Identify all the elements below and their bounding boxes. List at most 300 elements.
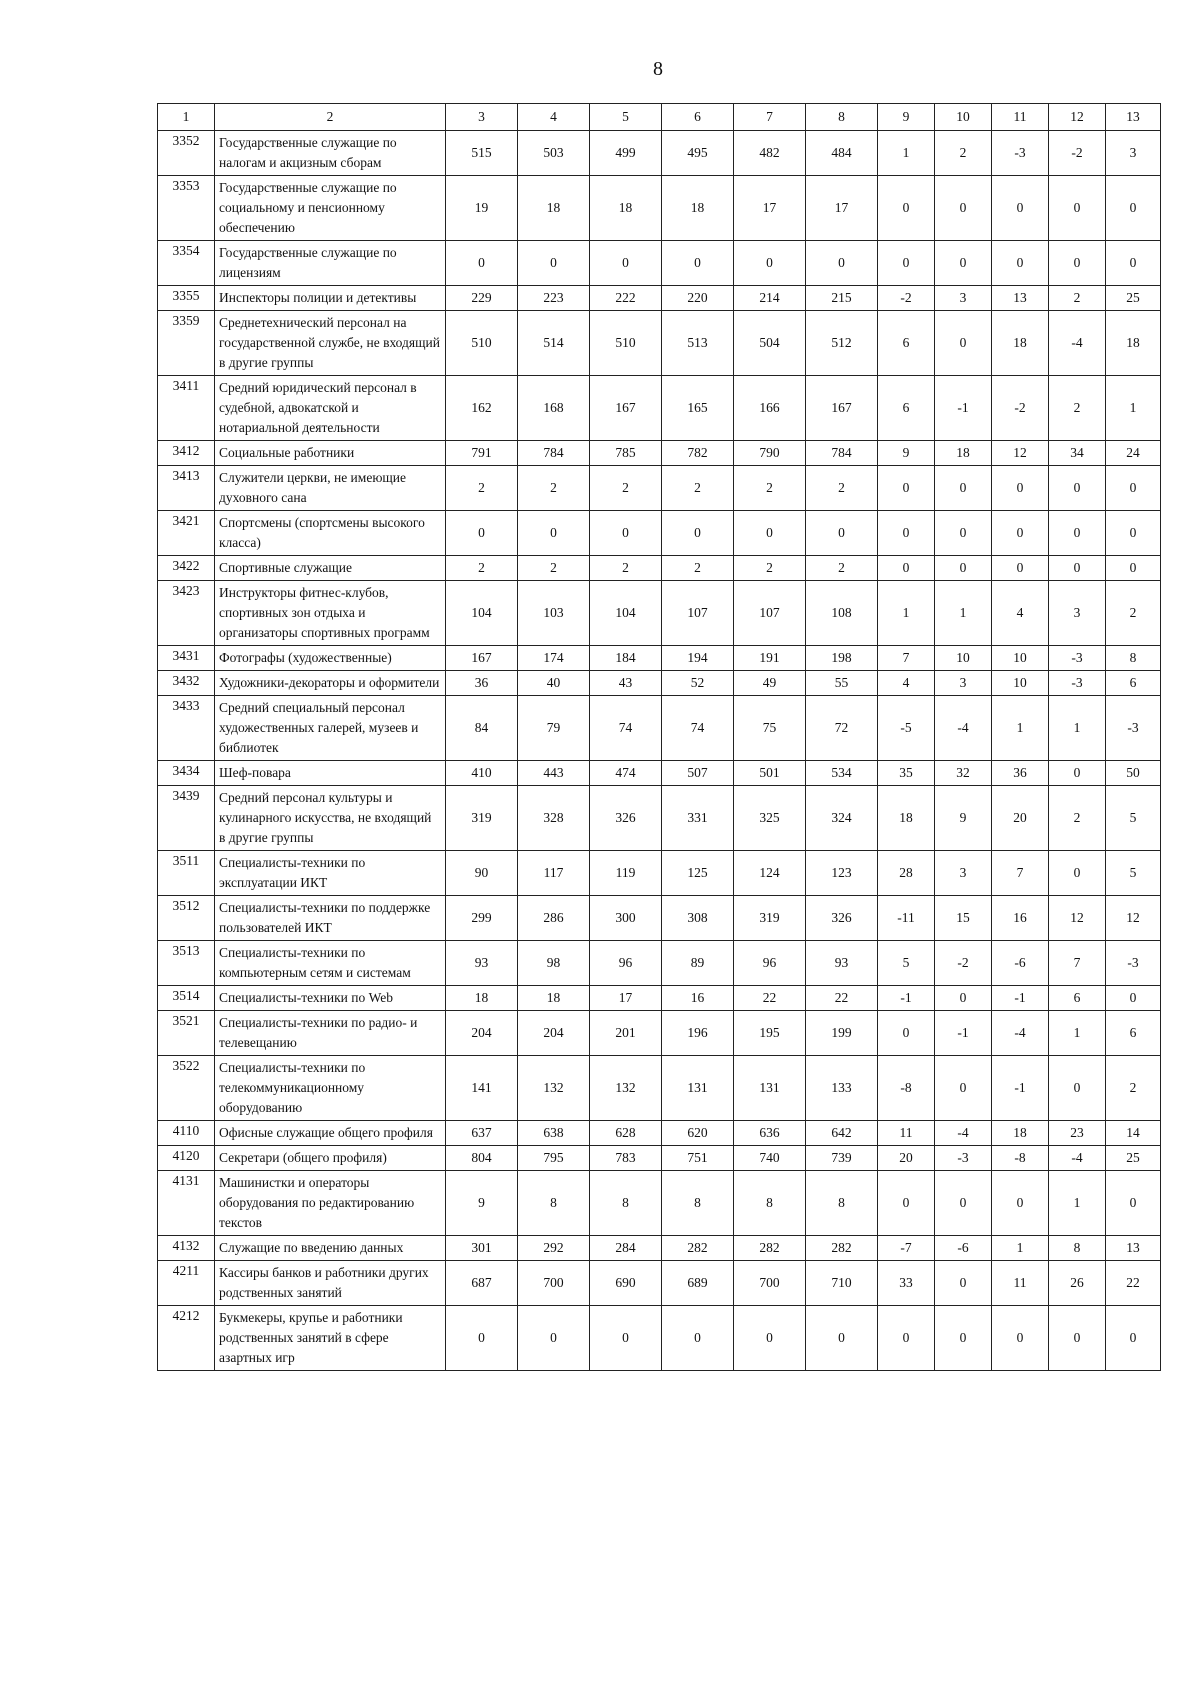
value-cell: 131 [662,1056,734,1121]
occupation-code: 4110 [158,1121,215,1146]
value-cell: 689 [662,1261,734,1306]
value-cell: -2 [1049,131,1106,176]
table-row [158,1306,1161,1371]
value-cell: 0 [590,1306,662,1371]
value-cell: 782 [662,441,734,466]
occupation-name: Фотографы (художественные) [215,646,446,671]
occupation-code: 4120 [158,1146,215,1171]
value-cell: 319 [734,896,806,941]
value-cell: 50 [1106,761,1161,786]
value-cell: 710 [806,1261,878,1306]
value-cell: 93 [446,941,518,986]
occupation-code: 4131 [158,1171,215,1236]
value-cell: 43 [590,671,662,696]
value-cell: 162 [446,376,518,441]
value-cell: 16 [992,896,1049,941]
occupation-name: Государственные служащие по налогам и акцизным сборам [215,131,446,176]
value-cell: 0 [1049,466,1106,511]
value-cell: 36 [992,761,1049,786]
value-cell: 740 [734,1146,806,1171]
value-cell: 96 [590,941,662,986]
value-cell: -1 [992,986,1049,1011]
value-cell: 201 [590,1011,662,1056]
value-cell: 324 [806,786,878,851]
value-cell: 3 [935,286,992,311]
table-row [158,511,1161,556]
table-row [158,311,1161,376]
value-cell: 132 [518,1056,590,1121]
value-cell: 512 [806,311,878,376]
value-cell: 0 [878,241,935,286]
table-row [158,851,1161,896]
value-cell: 2 [935,131,992,176]
occupation-code: 4211 [158,1261,215,1306]
value-cell: -3 [1106,941,1161,986]
value-cell: 72 [806,696,878,761]
value-cell: 0 [1049,1056,1106,1121]
value-cell: 40 [518,671,590,696]
column-header: 13 [1106,104,1161,131]
value-cell: -11 [878,896,935,941]
value-cell: 637 [446,1121,518,1146]
table-row [158,941,1161,986]
value-cell: 3 [935,851,992,896]
value-cell: 514 [518,311,590,376]
value-cell: 75 [734,696,806,761]
column-header: 9 [878,104,935,131]
value-cell: 0 [992,511,1049,556]
value-cell: 0 [1049,511,1106,556]
column-header: 4 [518,104,590,131]
value-cell: 174 [518,646,590,671]
value-cell: 18 [1106,311,1161,376]
occupation-name: Государственные служащие по лицензиям [215,241,446,286]
value-cell: 2 [806,556,878,581]
value-cell: 0 [935,511,992,556]
occupation-name: Средний специальный персонал художественных галерей, музеев и библиотек [215,696,446,761]
occupation-name: Служители церкви, не имеющие духовного сана [215,466,446,511]
value-cell: 301 [446,1236,518,1261]
value-cell: 510 [590,311,662,376]
value-cell: 103 [518,581,590,646]
value-cell: 166 [734,376,806,441]
value-cell: 34 [1049,441,1106,466]
value-cell: 18 [992,1121,1049,1146]
value-cell: 25 [1106,286,1161,311]
value-cell: 0 [935,1306,992,1371]
value-cell: 6 [1049,986,1106,1011]
value-cell: 0 [446,241,518,286]
value-cell: 0 [806,1306,878,1371]
value-cell: 2 [590,466,662,511]
value-cell: 1 [878,581,935,646]
value-cell: 8 [734,1171,806,1236]
value-cell: 0 [1106,466,1161,511]
value-cell: 739 [806,1146,878,1171]
column-header: 7 [734,104,806,131]
value-cell: 7 [1049,941,1106,986]
value-cell: -7 [878,1236,935,1261]
value-cell: 0 [1049,241,1106,286]
value-cell: 90 [446,851,518,896]
value-cell: 22 [1106,1261,1161,1306]
header-row [158,104,1161,131]
value-cell: 1 [1049,1011,1106,1056]
value-cell: 104 [590,581,662,646]
value-cell: 32 [935,761,992,786]
value-cell: 1 [992,1236,1049,1261]
value-cell: 12 [1106,896,1161,941]
occupation-name: Специалисты-техники по телекоммуникационному оборудованию [215,1056,446,1121]
value-cell: 133 [806,1056,878,1121]
occupation-code: 3411 [158,376,215,441]
value-cell: 474 [590,761,662,786]
value-cell: 783 [590,1146,662,1171]
occupation-name: Машинистки и операторы оборудования по редактированию текстов [215,1171,446,1236]
value-cell: 167 [446,646,518,671]
table-row [158,1171,1161,1236]
value-cell: 108 [806,581,878,646]
value-cell: 3 [1049,581,1106,646]
table-row [158,896,1161,941]
occupation-name: Секретари (общего профиля) [215,1146,446,1171]
value-cell: 495 [662,131,734,176]
value-cell: 636 [734,1121,806,1146]
occupation-code: 4212 [158,1306,215,1371]
value-cell: 36 [446,671,518,696]
value-cell: 204 [518,1011,590,1056]
occupation-code: 3511 [158,851,215,896]
value-cell: 0 [992,556,1049,581]
value-cell: 319 [446,786,518,851]
occupation-code: 3354 [158,241,215,286]
value-cell: 10 [992,671,1049,696]
table-row [158,986,1161,1011]
occupation-code: 3421 [158,511,215,556]
value-cell: -4 [935,1121,992,1146]
value-cell: 331 [662,786,734,851]
value-cell: 300 [590,896,662,941]
value-cell: 785 [590,441,662,466]
value-cell: -3 [992,131,1049,176]
value-cell: -2 [935,941,992,986]
value-cell: 2 [1049,376,1106,441]
value-cell: 33 [878,1261,935,1306]
value-cell: 700 [518,1261,590,1306]
value-cell: 0 [518,511,590,556]
value-cell: 3 [1106,131,1161,176]
occupation-name: Кассиры банков и работники других родственных занятий [215,1261,446,1306]
value-cell: 0 [662,1306,734,1371]
occupation-name: Букмекеры, крупье и работники родственных занятий в сфере азартных игр [215,1306,446,1371]
occupation-name: Специалисты-техники по Web [215,986,446,1011]
occupation-name: Офисные служащие общего профиля [215,1121,446,1146]
value-cell: 2 [662,556,734,581]
value-cell: 18 [518,176,590,241]
value-cell: -6 [935,1236,992,1261]
value-cell: 620 [662,1121,734,1146]
value-cell: 28 [878,851,935,896]
value-cell: 6 [1106,1011,1161,1056]
value-cell: 0 [590,511,662,556]
value-cell: 2 [1049,286,1106,311]
value-cell: 2 [1106,1056,1161,1121]
value-cell: 2 [1106,581,1161,646]
value-cell: 284 [590,1236,662,1261]
value-cell: 0 [1106,1306,1161,1371]
value-cell: 282 [806,1236,878,1261]
table-row [158,1261,1161,1306]
occupation-name: Специалисты-техники по поддержке пользователей ИКТ [215,896,446,941]
value-cell: -6 [992,941,1049,986]
value-cell: 791 [446,441,518,466]
occupation-code: 3423 [158,581,215,646]
column-header: 3 [446,104,518,131]
value-cell: 0 [992,1171,1049,1236]
occupation-name: Специалисты-техники по радио- и телевещанию [215,1011,446,1056]
value-cell: 55 [806,671,878,696]
column-header: 10 [935,104,992,131]
occupation-code: 3522 [158,1056,215,1121]
column-header: 1 [158,104,215,131]
value-cell: 204 [446,1011,518,1056]
occupation-code: 3413 [158,466,215,511]
value-cell: 132 [590,1056,662,1121]
value-cell: 23 [1049,1121,1106,1146]
occupation-code: 3352 [158,131,215,176]
value-cell: 17 [806,176,878,241]
value-cell: 1 [878,131,935,176]
value-cell: 1 [992,696,1049,761]
value-cell: 18 [590,176,662,241]
occupation-code: 3355 [158,286,215,311]
occupation-code: 3434 [158,761,215,786]
occupation-name: Социальные работники [215,441,446,466]
value-cell: 26 [1049,1261,1106,1306]
value-cell: -1 [878,986,935,1011]
value-cell: 74 [662,696,734,761]
value-cell: 49 [734,671,806,696]
value-cell: 8 [806,1171,878,1236]
value-cell: 11 [878,1121,935,1146]
value-cell: 222 [590,286,662,311]
table-row [158,466,1161,511]
value-cell: 690 [590,1261,662,1306]
value-cell: 784 [518,441,590,466]
value-cell: 0 [734,511,806,556]
occupation-name: Средний юридический персонал в судебной, адвокатской и нотариальной деятельности [215,376,446,441]
value-cell: 0 [878,556,935,581]
table-row [158,761,1161,786]
value-cell: 195 [734,1011,806,1056]
value-cell: 687 [446,1261,518,1306]
value-cell: 484 [806,131,878,176]
value-cell: 510 [446,311,518,376]
occupation-code: 3353 [158,176,215,241]
value-cell: 0 [806,241,878,286]
value-cell: 0 [878,1011,935,1056]
value-cell: 18 [935,441,992,466]
value-cell: 141 [446,1056,518,1121]
value-cell: 2 [518,556,590,581]
value-cell: 125 [662,851,734,896]
table-row [158,696,1161,761]
value-cell: 17 [590,986,662,1011]
value-cell: 9 [446,1171,518,1236]
value-cell: 24 [1106,441,1161,466]
value-cell: 131 [734,1056,806,1121]
value-cell: 700 [734,1261,806,1306]
value-cell: -3 [1049,671,1106,696]
value-cell: 198 [806,646,878,671]
value-cell: 1 [1049,1171,1106,1236]
value-cell: 784 [806,441,878,466]
value-cell: 507 [662,761,734,786]
table-row [158,441,1161,466]
occupation-name: Служащие по введению данных [215,1236,446,1261]
value-cell: 74 [590,696,662,761]
value-cell: 0 [1049,851,1106,896]
value-cell: 11 [992,1261,1049,1306]
column-header: 8 [806,104,878,131]
value-cell: 17 [734,176,806,241]
value-cell: 2 [1049,786,1106,851]
value-cell: 2 [734,556,806,581]
value-cell: 0 [1106,176,1161,241]
value-cell: 0 [878,511,935,556]
value-cell: -5 [878,696,935,761]
value-cell: 513 [662,311,734,376]
value-cell: 751 [662,1146,734,1171]
occupation-code: 3432 [158,671,215,696]
value-cell: -8 [992,1146,1049,1171]
value-cell: 8 [518,1171,590,1236]
occupation-name: Шеф-повара [215,761,446,786]
value-cell: 501 [734,761,806,786]
occupation-name: Спортивные служащие [215,556,446,581]
value-cell: 0 [806,511,878,556]
value-cell: 15 [935,896,992,941]
value-cell: 199 [806,1011,878,1056]
value-cell: 18 [518,986,590,1011]
value-cell: 8 [590,1171,662,1236]
value-cell: 0 [446,511,518,556]
value-cell: 0 [935,176,992,241]
value-cell: 0 [1049,556,1106,581]
value-cell: 410 [446,761,518,786]
value-cell: 214 [734,286,806,311]
data-table [157,103,1161,1371]
column-header: 11 [992,104,1049,131]
table-row [158,581,1161,646]
value-cell: 8 [662,1171,734,1236]
value-cell: 220 [662,286,734,311]
value-cell: 0 [878,176,935,241]
value-cell: 482 [734,131,806,176]
table-row [158,1011,1161,1056]
column-header: 6 [662,104,734,131]
value-cell: 20 [878,1146,935,1171]
value-cell: 9 [878,441,935,466]
table-row [158,646,1161,671]
value-cell: 79 [518,696,590,761]
table-row [158,176,1161,241]
value-cell: 84 [446,696,518,761]
value-cell: 229 [446,286,518,311]
value-cell: 0 [935,1056,992,1121]
value-cell: -3 [935,1146,992,1171]
value-cell: 0 [992,176,1049,241]
occupation-code: 3422 [158,556,215,581]
occupation-code: 3513 [158,941,215,986]
value-cell: 4 [878,671,935,696]
value-cell: 628 [590,1121,662,1146]
value-cell: 642 [806,1121,878,1146]
value-cell: 165 [662,376,734,441]
value-cell: 515 [446,131,518,176]
value-cell: 0 [1106,1171,1161,1236]
occupation-code: 3512 [158,896,215,941]
value-cell: 104 [446,581,518,646]
value-cell: 790 [734,441,806,466]
value-cell: 16 [662,986,734,1011]
value-cell: 18 [992,311,1049,376]
occupation-name: Инструкторы фитнес-клубов, спортивных зон отдыха и организаторы спортивных программ [215,581,446,646]
value-cell: 299 [446,896,518,941]
value-cell: 0 [1049,1306,1106,1371]
occupation-code: 3412 [158,441,215,466]
value-cell: 804 [446,1146,518,1171]
value-cell: 0 [935,311,992,376]
value-cell: 2 [734,466,806,511]
value-cell: 0 [446,1306,518,1371]
value-cell: 4 [992,581,1049,646]
value-cell: 194 [662,646,734,671]
value-cell: 0 [878,1171,935,1236]
table-row [158,786,1161,851]
value-cell: -4 [935,696,992,761]
value-cell: 0 [1106,241,1161,286]
occupation-name: Художники-декораторы и оформители [215,671,446,696]
page-number: 8 [653,58,663,80]
column-header: 5 [590,104,662,131]
value-cell: 292 [518,1236,590,1261]
occupation-code: 3514 [158,986,215,1011]
value-cell: 282 [734,1236,806,1261]
value-cell: 8 [1106,646,1161,671]
table-row [158,1146,1161,1171]
value-cell: 93 [806,941,878,986]
value-cell: 1 [1106,376,1161,441]
occupation-name: Спортсмены (спортсмены высокого класса) [215,511,446,556]
value-cell: 2 [446,556,518,581]
value-cell: -4 [1049,1146,1106,1171]
occupation-name: Средний персонал культуры и кулинарного искусства, не входящий в другие группы [215,786,446,851]
value-cell: 12 [1049,896,1106,941]
table-body [158,131,1161,1371]
value-cell: 14 [1106,1121,1161,1146]
value-cell: 0 [935,556,992,581]
value-cell: 123 [806,851,878,896]
occupation-code: 3521 [158,1011,215,1056]
occupation-name: Среднетехнический персонал на государственной службе, не входящий в другие группы [215,311,446,376]
value-cell: 0 [518,241,590,286]
value-cell: -3 [1106,696,1161,761]
value-cell: 0 [935,986,992,1011]
value-cell: 10 [992,646,1049,671]
occupation-code: 3359 [158,311,215,376]
value-cell: 167 [590,376,662,441]
